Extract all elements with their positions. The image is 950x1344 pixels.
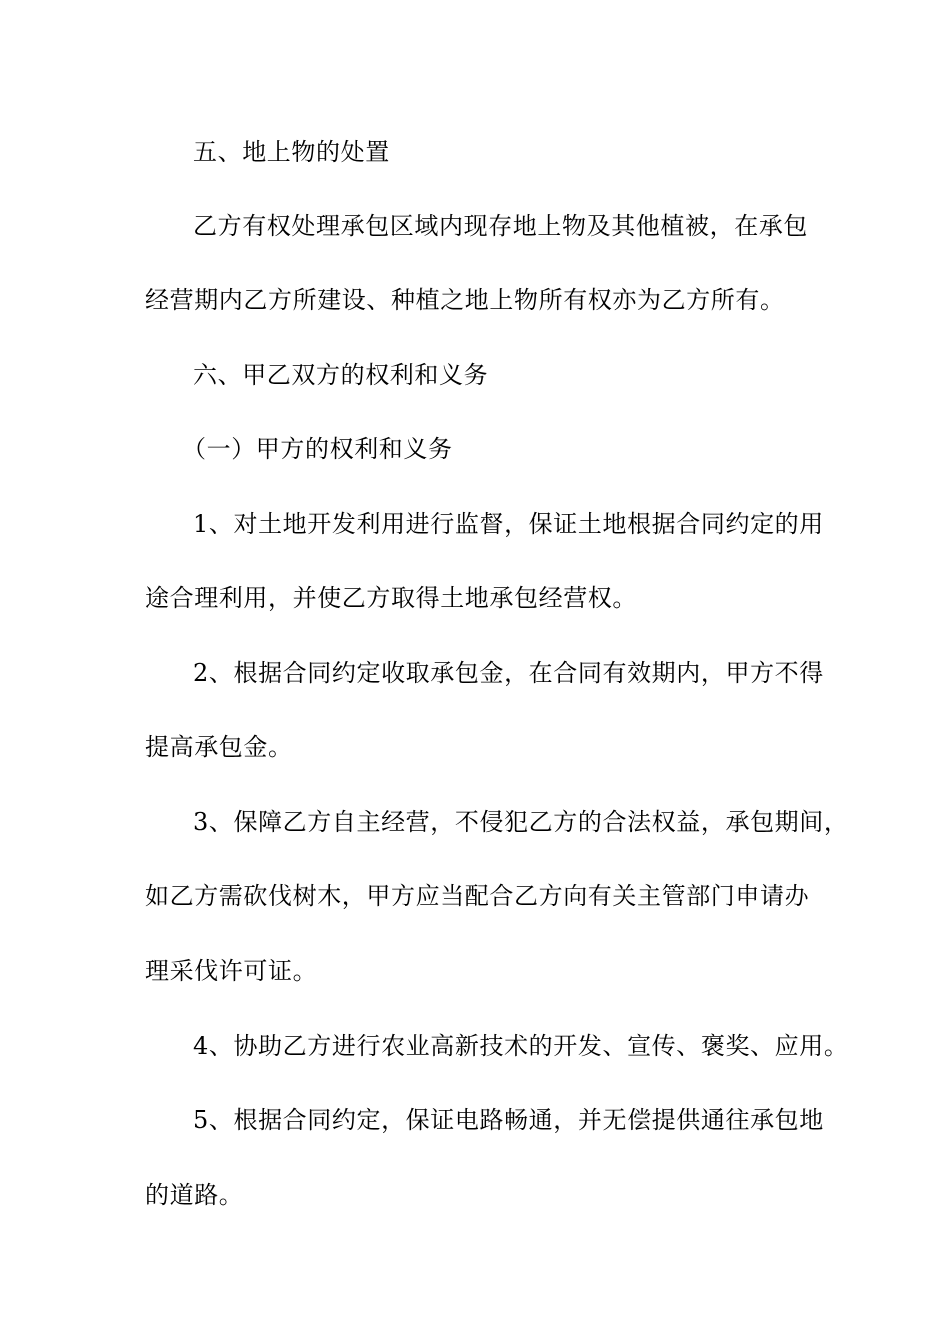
paragraph-line: 途合理利用，并使乙方取得土地承包经营权。: [145, 584, 637, 612]
paragraph-line: 提高承包金。: [145, 733, 293, 761]
paragraph-line: 1、对土地开发利用进行监督，保证土地根据合同约定的用: [193, 510, 824, 538]
paragraph-line: 经营期内乙方所建设、种植之地上物所有权亦为乙方所有。: [145, 286, 785, 314]
paragraph-line: 的道路。: [145, 1181, 244, 1209]
section-heading-6: 六、甲乙双方的权利和义务: [193, 361, 489, 389]
subsection-heading: （一）甲方的权利和义务: [182, 435, 453, 463]
paragraph-line: 理采伐许可证。: [145, 957, 318, 985]
section-heading-5: 五、地上物的处置: [193, 138, 390, 166]
paragraph-line: 5、根据合同约定，保证电路畅通，并无偿提供通往承包地: [193, 1106, 824, 1134]
paragraph-line: 4、协助乙方进行农业高新技术的开发、宣传、褒奖、应用。: [193, 1032, 849, 1060]
paragraph-line: 如乙方需砍伐树木，甲方应当配合乙方向有关主管部门申请办: [145, 882, 810, 910]
paragraph-line: 2、根据合同约定收取承包金，在合同有效期内，甲方不得: [193, 659, 824, 687]
paragraph-line: 乙方有权处理承包区域内现存地上物及其他植被，在承包: [193, 212, 808, 240]
paragraph-line: 3、保障乙方自主经营，不侵犯乙方的合法权益，承包期间，: [193, 808, 849, 836]
